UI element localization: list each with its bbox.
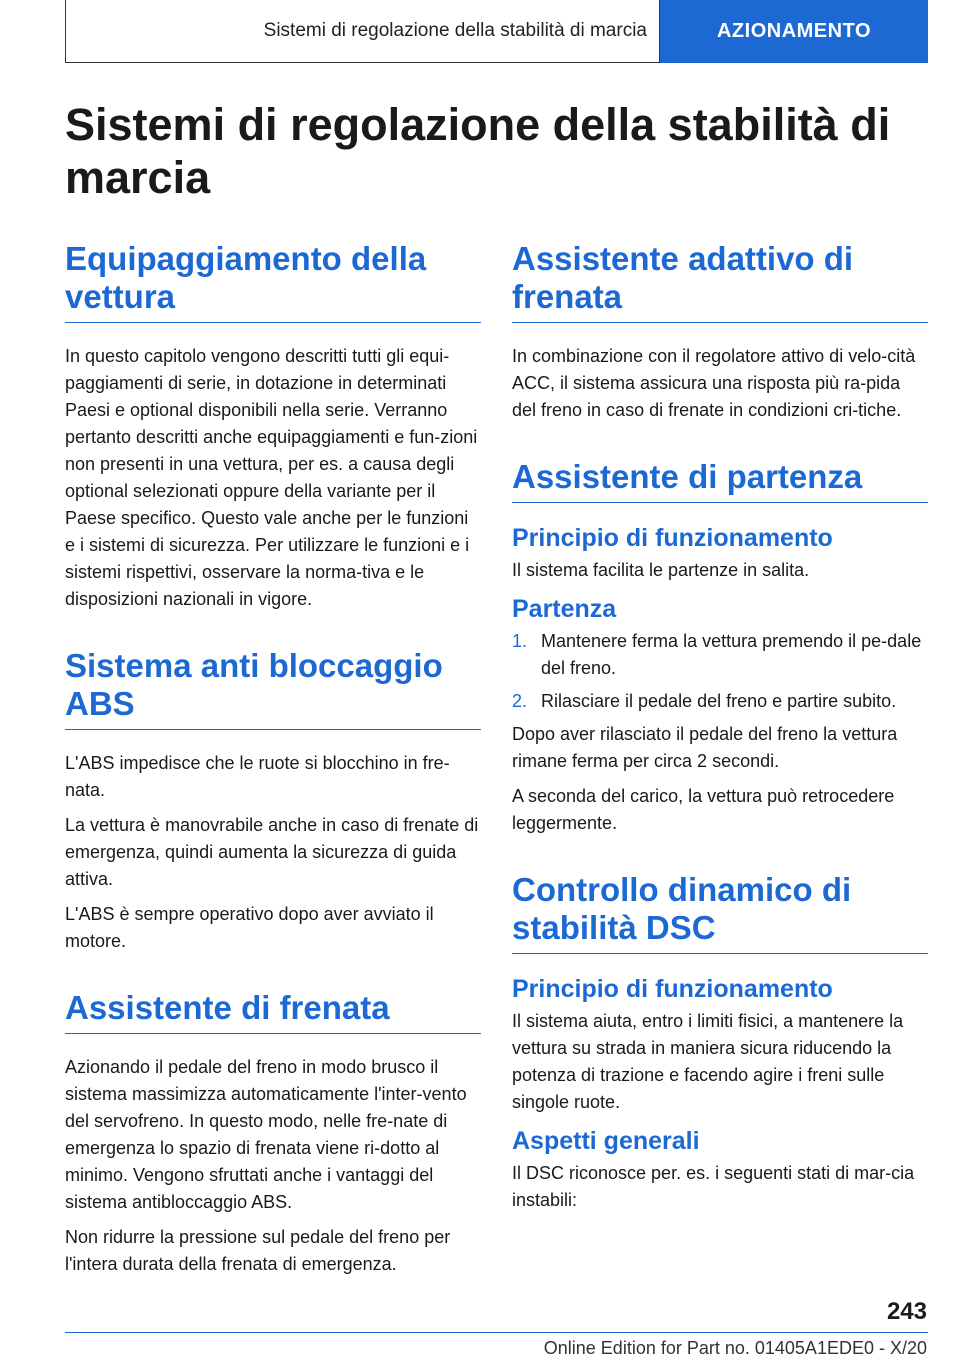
footer-edition: Online Edition for Part no. 01405A1EDE0 - X/20 [543, 1338, 927, 1358]
paragraph-adaptive-brake: In combinazione con il regolatore attivo di velo-cità ACC, il sistema assicura una risposta più ra-pida del freno in caso di frenate in condizioni cri-tiche. [512, 346, 916, 420]
step-text: Mantenere ferma la vettura premendo il pe-dale del freno. [541, 631, 922, 678]
paragraph-brake-assist-2: Non ridurre la pressione sul pedale del freno per l'intera durata della frenata di emergenza. [65, 1227, 451, 1274]
paragraph-dsc-principle: Il sistema aiuta, entro i limiti fisici, a mantenere la vettura su strada in maniera sicura riducendo la potenza di trazione e facendo agire i freni sulle singole ruote. [512, 1011, 904, 1112]
section-equipment [65, 240, 481, 613]
paragraph-equipment: In questo capitolo vengono descritti tutti gli equi-paggiamenti di serie, in dotazione in determinati Paesi e optional disponibili nella serie. Verranno pertanto descritti anche equipaggiamenti e fun-zioni non presenti in una vettura, per es. a causa degli optional selezionati oppure della variante per il Paese specifico. Questo vale anche per le funzioni e i sistemi di sicurezza. Per utilizzare le funzioni e i sistemi rispettivi, osservare la norma-tiva e le disposizioni nazionali in vigore. [65, 346, 478, 609]
footer-divider [65, 1332, 928, 1333]
heading-abs: Sistema anti bloccaggio ABS [65, 647, 481, 730]
section-abs [65, 647, 481, 955]
start-steps-list [512, 628, 928, 715]
list-item [512, 688, 928, 715]
step-number: 1. [512, 631, 528, 651]
header-section-title: Sistemi di regolazione della stabilità di marcia [65, 0, 660, 63]
paragraph-start-principle: Il sistema facilita le partenze in salita. [512, 560, 810, 580]
paragraph-brake-assist-1: Azionando il pedale del freno in modo brusco il sistema massimizza automaticamente l'inter-vento del servofreno. In questo modo, nelle fre-nate di emergenza lo spazio di frenata viene ri-dotto al minimo. Vengono sfruttati anche i vantaggi del sistema antibloccaggio ABS. [65, 1057, 467, 1212]
heading-brake-assist: Assistente di frenata [65, 989, 481, 1034]
right-column [512, 240, 928, 1214]
subheading-dsc-general: Aspetti generali [512, 1127, 700, 1155]
section-brake-assist [65, 989, 481, 1278]
section-adaptive-brake [512, 240, 928, 424]
subheading-start-principle: Principio di funzionamento [512, 524, 833, 552]
paragraph-abs-2: La vettura è manovrabile anche in caso di frenate di emergenza, quindi aumenta la sicurezza di guida attiva. [65, 815, 479, 889]
page-header [65, 0, 928, 63]
heading-adaptive-brake: Assistente adattivo di frenata [512, 240, 928, 323]
paragraph-abs-3: L'ABS è sempre operativo dopo aver avviato il motore. [65, 904, 434, 951]
paragraph-dsc-general: Il DSC riconosce per. es. i seguenti stati di mar-cia instabili: [512, 1163, 915, 1210]
heading-dsc: Controllo dinamico di stabilità DSC [512, 871, 928, 954]
left-column [65, 240, 481, 1278]
step-text: Rilasciare il pedale del freno e partire subito. [541, 691, 897, 711]
paragraph-abs-1: L'ABS impedisce che le ruote si blocchino in fre-nata. [65, 753, 450, 800]
heading-equipment: Equipaggiamento della vettura [65, 240, 481, 323]
header-chapter-tab: AZIONAMENTO [660, 0, 928, 63]
subheading-start: Partenza [512, 595, 617, 623]
subheading-dsc-principle: Principio di funzionamento [512, 975, 833, 1003]
heading-start-assist: Assistente di partenza [512, 458, 928, 503]
list-item [512, 628, 928, 682]
page-number: 243 [886, 1298, 927, 1325]
section-dsc [512, 871, 928, 1214]
step-number: 2. [512, 691, 528, 711]
paragraph-start-1: Dopo aver rilasciato il pedale del freno la vettura rimane ferma per circa 2 secondi. [512, 724, 898, 771]
page-title: Sistemi di regolazione della stabilità di marcia [65, 99, 891, 203]
section-start-assist [512, 458, 928, 837]
paragraph-start-2: A seconda del carico, la vettura può retrocedere leggermente. [512, 786, 895, 833]
